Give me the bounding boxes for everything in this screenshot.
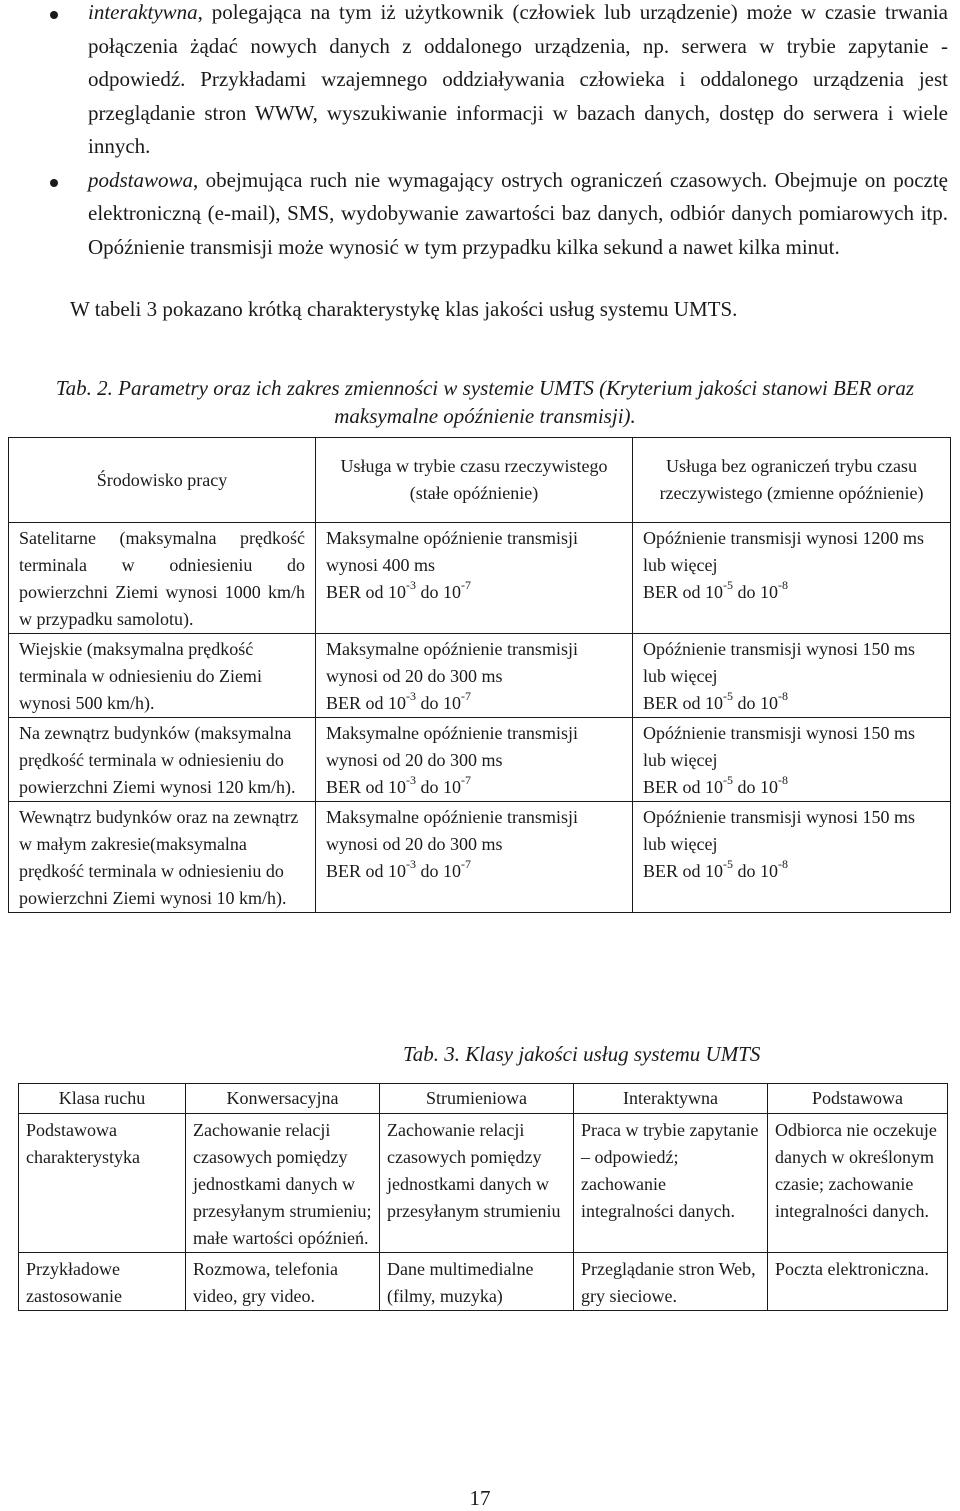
delay-text: Opóźnienie transmisji wynosi 1200 ms lub więcej xyxy=(643,528,924,575)
ber-exponent: -7 xyxy=(461,578,472,592)
table-cell: Odbiorca nie oczekuje danych w określonym czasie; zachowanie integralności danych. xyxy=(768,1114,948,1253)
table-row-label: Przykładowe zastosowanie xyxy=(19,1253,186,1311)
table-header-cell: Interaktywna xyxy=(574,1084,768,1114)
table-2 xyxy=(8,437,951,913)
ber-exponent: -8 xyxy=(778,857,789,871)
ber-text xyxy=(643,774,940,801)
table-cell-environment: Wiejskie (maksymalna prędkość terminala w odniesieniu do Ziemi wynosi 500 km/h). xyxy=(9,634,316,718)
delay-text: Maksymalne opóźnienie transmisji wynosi od 20 do 300 ms xyxy=(326,807,578,854)
bullet-dot xyxy=(50,179,58,187)
ber-prefix: BER od 10 xyxy=(326,777,407,797)
table-cell-non-realtime xyxy=(633,523,951,634)
table-row xyxy=(19,1114,948,1253)
ber-prefix: BER od 10 xyxy=(326,693,407,713)
ber-prefix: BER od 10 xyxy=(643,777,724,797)
ber-exponent: -8 xyxy=(778,773,789,787)
ber-exponent: -5 xyxy=(723,857,734,871)
table-cell: Rozmowa, telefonia video, gry video. xyxy=(186,1253,380,1311)
table-row xyxy=(19,1253,948,1311)
ber-text xyxy=(643,690,940,717)
table-header-cell: Klasa ruchu xyxy=(19,1084,186,1114)
ber-exponent: -3 xyxy=(406,578,417,592)
table-header-cell: Strumieniowa xyxy=(380,1084,574,1114)
table-cell-non-realtime xyxy=(633,634,951,718)
delay-text: Maksymalne opóźnienie transmisji wynosi od 20 do 300 ms xyxy=(326,723,578,770)
ber-exponent: -8 xyxy=(778,578,789,592)
table-cell-realtime xyxy=(316,523,633,634)
table-header-cell: Środowisko pracy xyxy=(9,438,316,523)
table-row xyxy=(9,718,951,802)
delay-text: Maksymalne opóźnienie transmisji wynosi 400 ms xyxy=(326,528,578,575)
ber-exponent: -7 xyxy=(461,857,472,871)
table-cell: Przeglądanie stron Web, gry sieciowe. xyxy=(574,1253,768,1311)
ber-mid: do 10 xyxy=(733,582,779,602)
table-cell: Dane multimedialne (filmy, muzyka) xyxy=(380,1253,574,1311)
ber-prefix: BER od 10 xyxy=(326,861,407,881)
delay-text: Opóźnienie transmisji wynosi 150 ms lub więcej xyxy=(643,807,915,854)
ber-exponent: -3 xyxy=(406,689,417,703)
table-header-row xyxy=(9,438,951,523)
ber-prefix: BER od 10 xyxy=(326,582,407,602)
ber-text xyxy=(326,774,622,801)
table-cell-realtime xyxy=(316,634,633,718)
ber-mid: do 10 xyxy=(733,777,779,797)
table-cell-realtime xyxy=(316,718,633,802)
table-header-row xyxy=(19,1084,948,1114)
ber-text xyxy=(326,579,622,606)
ber-text xyxy=(643,858,940,885)
table-3-caption: Tab. 3. Klasy jakości usług systemu UMTS xyxy=(403,1042,761,1066)
table-cell-environment: Satelitarne (maksymalna prędkość terminala w odniesieniu do powierzchni Ziemi wynosi 1000 km/h w przypadku samolotu). xyxy=(9,523,316,634)
delay-text: Maksymalne opóźnienie transmisji wynosi od 20 do 300 ms xyxy=(326,639,578,686)
table-row-label: Podstawowa charakterystyka xyxy=(19,1114,186,1253)
ber-text xyxy=(643,579,940,606)
ber-prefix: BER od 10 xyxy=(643,861,724,881)
table-cell-realtime xyxy=(316,802,633,913)
bullet-list xyxy=(88,0,948,264)
ber-exponent: -8 xyxy=(778,689,789,703)
ber-text xyxy=(326,858,622,885)
ber-text xyxy=(326,690,622,717)
delay-text: Opóźnienie transmisji wynosi 150 ms lub więcej xyxy=(643,639,915,686)
table-cell: Zachowanie relacji czasowych pomiędzy jednostkami danych w przesyłanym strumieniu xyxy=(380,1114,574,1253)
table-2-caption: Tab. 2. Parametry oraz ich zakres zmienności w systemie UMTS (Kryterium jakości stanowi BER oraz maksymalne opóźnienie transmisji). xyxy=(55,376,915,428)
table-3 xyxy=(18,1083,948,1311)
bullet-dot xyxy=(50,11,58,19)
ber-mid: do 10 xyxy=(416,582,462,602)
table-cell-non-realtime xyxy=(633,802,951,913)
table-row xyxy=(9,634,951,718)
table-cell: Praca w trybie zapytanie – odpowiedź; zachowanie integralności danych. xyxy=(574,1114,768,1253)
ber-exponent: -3 xyxy=(406,773,417,787)
ber-exponent: -5 xyxy=(723,773,734,787)
ber-mid: do 10 xyxy=(416,777,462,797)
table-cell: Zachowanie relacji czasowych pomiędzy jednostkami danych w przesyłanym strumieniu; małe wartości opóźnień. xyxy=(186,1114,380,1253)
table-cell-non-realtime xyxy=(633,718,951,802)
table-cell: Poczta elektroniczna. xyxy=(768,1253,948,1311)
bullet-text: , polegająca na tym iż użytkownik (człowiek lub urządzenie) może w czasie trwania połączenia żądać nowych danych z oddalonego urządzenia, np. serwera w trybie zapytanie - odpowiedź. Przykładami wzajemnego oddziaływania człowieka i oddalonego urządzenia jest przeglądanie stron WWW, wyszukiwanie informacji w bazach danych, dostęp do serwera i wiele innych. xyxy=(88,0,948,158)
intro-paragraph: W tabeli 3 pokazano krótką charakterystykę klas jakości usług systemu UMTS. xyxy=(70,297,738,321)
table-cell-environment: Na zewnątrz budynków (maksymalna prędkość terminala w odniesieniu do powierzchni Ziemi wynosi 120 km/h). xyxy=(9,718,316,802)
bullet-lead: podstawowa xyxy=(88,167,194,192)
ber-prefix: BER od 10 xyxy=(643,582,724,602)
ber-mid: do 10 xyxy=(416,861,462,881)
table-header-cell: Usługa w trybie czasu rzeczywistego (stałe opóźnienie) xyxy=(316,438,633,523)
ber-mid: do 10 xyxy=(733,861,779,881)
bullet-lead: interaktywna xyxy=(88,0,198,24)
ber-exponent: -5 xyxy=(723,689,734,703)
bullet-text: , obejmująca ruch nie wymagający ostrych ograniczeń czasowych. Obejmuje on pocztę elektroniczną (e-mail), SMS, wydobywanie zawartości baz danych, odbiór danych pomiarowych itp. Opóźnienie transmisji może wynosić w tym przypadku kilka sekund a nawet kilka minut. xyxy=(88,167,948,259)
ber-exponent: -3 xyxy=(406,857,417,871)
ber-exponent: -7 xyxy=(461,773,472,787)
delay-text: Opóźnienie transmisji wynosi 150 ms lub więcej xyxy=(643,723,915,770)
bullet-item-background xyxy=(88,164,948,265)
bullet-item-interactive xyxy=(88,0,948,164)
ber-mid: do 10 xyxy=(416,693,462,713)
ber-mid: do 10 xyxy=(733,693,779,713)
table-row xyxy=(9,802,951,913)
ber-prefix: BER od 10 xyxy=(643,693,724,713)
ber-exponent: -5 xyxy=(723,578,734,592)
table-row xyxy=(9,523,951,634)
table-header-cell: Podstawowa xyxy=(768,1084,948,1114)
ber-exponent: -7 xyxy=(461,689,472,703)
page-number: 17 xyxy=(469,1486,491,1510)
table-header-cell: Usługa bez ograniczeń trybu czasu rzeczywistego (zmienne opóźnienie) xyxy=(633,438,951,523)
table-header-cell: Konwersacyjna xyxy=(186,1084,380,1114)
table-cell-environment: Wewnątrz budynków oraz na zewnątrz w małym zakresie(maksymalna prędkość terminala w odniesieniu do powierzchni Ziemi wynosi 10 km/h). xyxy=(9,802,316,913)
